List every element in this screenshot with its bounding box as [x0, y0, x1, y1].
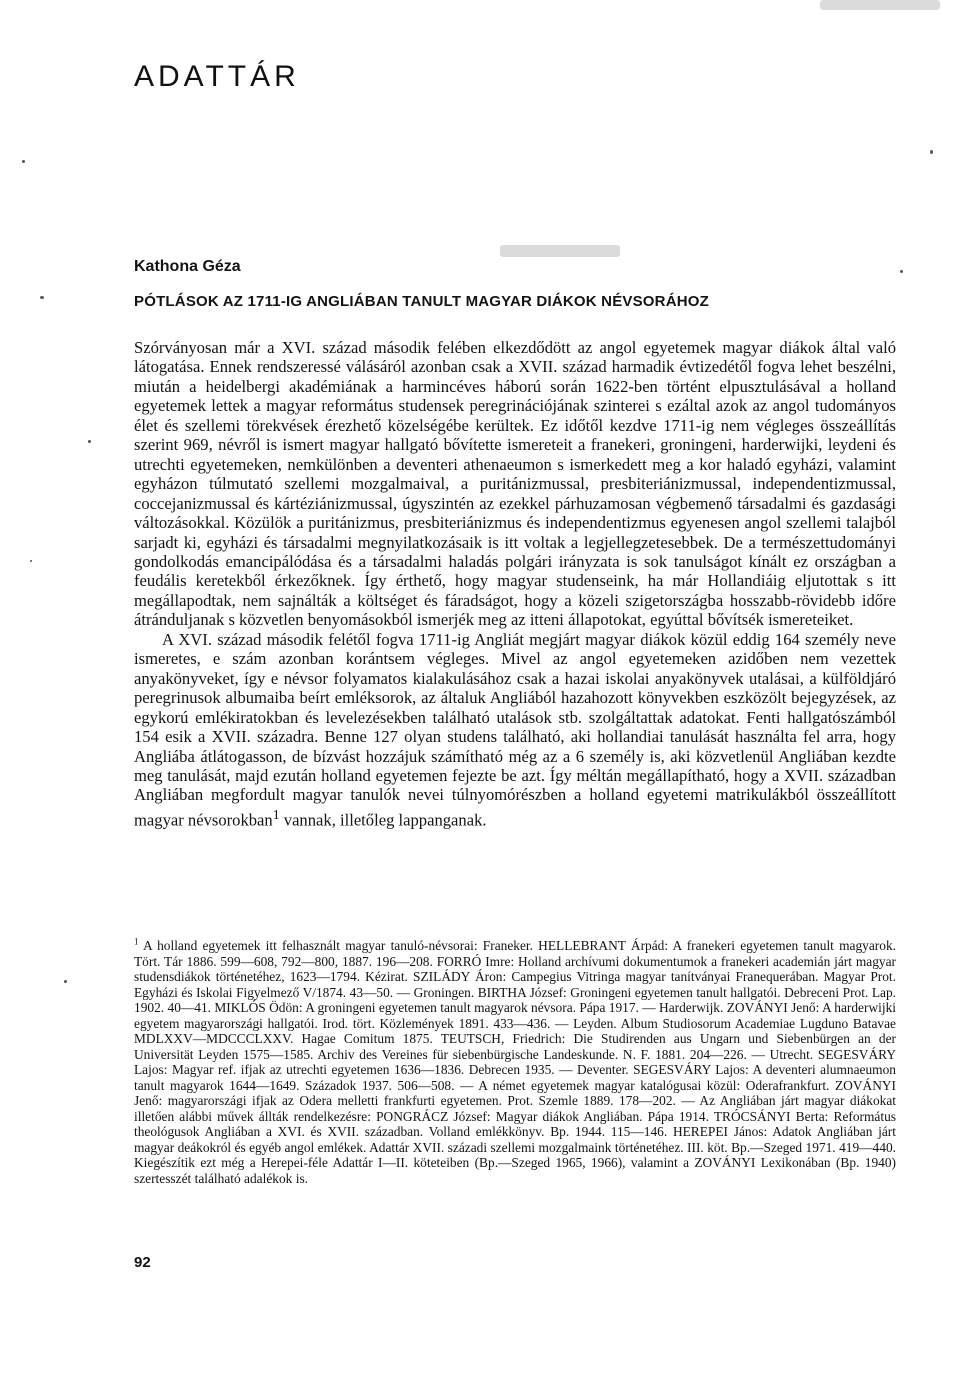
paragraph-text: A XVI. század második felétől fogva 1711-ig Angliát megjárt magyar diákok közül eddig 164 személy neve ismeretes, e szám azonban korántsem végleges. Mivel az angol egyetemeken azidőben nem vezettek anyakönyveket, így e névsor folyamatos kialakulásához csak a hazai iskolai anyakönyvek utalásai, a külföldjáró peregrinusok albumaiba beírt emléksorok, az általuk Angliából hazahozott könyvekben eszközölt bejegyzések, az egykorú emlékiratokban és levelezésekben található utalások stb. szolgáltattak adatokat. Fenti hallgatószámból 154 esik a XVII. századra. Benne 127 olyan studens található, aki hollandiai tanulását használta fel arra, hogy Angliába átlátogasson, de bízvást hozzájuk számítható még az a 6 személy is, aki közvetlenül Angliában kezdte meg tanulását, majd ezután holland egyetemen fejezte be azt. Így méltán megállapítható, hogy a XVII. században Angliában megfordult magyar tanulók nevei túlnyomórészben a holland egyetemi matrikulákból összeállított magyar névsorokban — [134, 629, 896, 830]
scan-smudge — [500, 245, 620, 257]
page-number: 92 — [134, 1254, 151, 1271]
article-title: PÓTLÁSOK AZ 1711-IG ANGLIÁBAN TANULT MAGYAR DIÁKOK NÉVSORÁHOZ — [134, 293, 710, 310]
scan-speck — [900, 270, 903, 273]
footnote-marker: 1 — [134, 936, 139, 947]
scan-speck — [40, 296, 44, 299]
footnote — [134, 938, 896, 1186]
section-title: ADATTÁR — [134, 60, 300, 93]
footnote-reference: 1 — [272, 806, 280, 822]
scan-smudge — [820, 0, 940, 10]
paragraph-tail: vannak, illetőleg lappanganak. — [279, 810, 487, 830]
paragraph — [134, 630, 896, 830]
article-body — [134, 338, 896, 830]
scan-speck — [64, 980, 67, 983]
scan-speck — [30, 560, 32, 562]
paragraph: Szórványosan már a XVI. század második felében elkezdődött az angol egyetemek magyar diákok által való látogatása. Ennek rendszeressé válásáról azonban csak a XVII. század harmadik évtizedétől fogva lehet beszélni, miután a heidelbergi akadémiának a harmincéves háború során 1622-ben történt elpusztulásával a holland egyetemek lettek a magyar református studensek peregrinációjának szinterei s ezáltal azok az angol tudományos élet és szellemi törekvések érezhető közelségébe kerültek. Ez időtől kezdve 1711-ig nem végleges összeállítás szerint 969, névről is ismert magyar hallgató bővítette ismereteit a franekeri, groningeni, harderwijki, leydeni és utrechti egyetemeken, nemkülönben a deventeri athenaeumon s ismerkedett meg a kor haladó egyházi, valamint egyházon túlmutató szellemi mozgalmaival, a puritánizmussal, presbiteriánizmussal, independentizmussal, coccejanizmussal és kártéziánizmussal, úgyszintén az ezekkel párhuzamosan végbemenő társadalmi és gazdasági változásokkal. Közülök a puritánizmus, presbiteriánizmus és independentizmus egyenesen angol szellemi talajból sarjadt ki, egyházi és társadalmi megnyilatkozásaik is itt voltak a legjellegzetesebbek. De a természettudományi gondolkodás emancipálódása és a társadalmi haladás polgári irányzata is sok tanulságot kínált ez országban a feudális keretekből érkezőknek. Így érthető, hogy magyar studenseink, ha már Hollandiáig eljutottak s itt megállapodtak, nem sajnálták a költséget és fáradságot, hogy a közeli szigetországba hosszabb-rövidebb időre átránduljanak s közvetlen benyomásokból ismerjék meg az itteni állapotokat, egyúttal bővítsék ismereteiket. — [134, 338, 896, 630]
scan-speck — [930, 150, 933, 154]
scan-speck — [22, 160, 25, 163]
footnote-text: A holland egyetemek itt felhasznált magyar tanuló-névsorai: Franeker. HELLEBRANT Árpád: A franekeri egyetemen tanult magyarok. Tört. Tár 1886. 599—608, 792—800, 1887. 196—208. FORRÓ Imre: Holland archívumi dokumentumok a franekeri academián járt magyar studensdiákok történetéhez, 1623—1794. Kézirat. SZILÁDY Áron: Campegius Vitringa magyar tanítványai Franequerában. Magyar Prot. Egyházi és Iskolai Figyelmező V/1874. 43—50. — Groningen. BIRTHA József: Groningeni egyetemen tanult hallgatói. Debreceni Prot. Lap. 1902. 40—41. MIKLÓS Ödön: A groningeni egyetemen tanult magyarok névsora. Pápa 1917. — Harderwijk. ZOVÁNYI Jenő: A harderwijki egyetem magyarországi hallgatói. Irod. tört. Közlemények 1891. 433—436. — Leyden. Album Studiosorum Academiae Lugduno Batavae MDLXXV—MDCCCLXXV. Hagae Comitum 1875. TEUTSCH, Friedrich: Die Studirenden aus Ungarn und Siebenbürgen an der Universität Leyden 1575—1585. Archiv des Vereines für siebenbürgische Landeskunde. N. F. 1881. 204—226. — Utrecht. SEGESVÁRY Lajos: Magyar ref. ifjak az utrechti egyetemen 1636—1836. Debrecen 1935. — Deventer. SEGESVÁRY Lajos: A deventeri alumnaeumon tanult magyarok 1644—1649. Századok 1937. 506—508. — A német egyetemek magyar katalógusai közül: Oderafrankfurt. ZOVÁNYI Jenő: magyarországi ifjak az Odera melletti frankfurti egyetemen. Prot. Szemle 1889. 178—202. — Az Angliában járt magyar diákokat illetően alábbi művek állták rendelkezésre: PONGRÁCZ József: Magyar diákok Angliában. Pápa 1914. TRÓCSÁNYI Berta: Református theológusok Angliában a XVI. és XVII. században. Volland emlékkönyv. Bp. 1944. 115—146. HEREPEI János: Adatok Angliában járt magyar deákokról és egyéb angol emlékek. Adattár XVII. századi szellemi mozgalmaink történetéhez. III. köt. Bp.—Szeged 1971. 419—440. Kiegészítik ezt még a Herepei-féle Adattár I—II. köteteiben (Bp.—Szeged 1965, 1966), valamint a ZOVÁNYI Lexikonában (Bp. 1940) szertesszét található adalékok is. — [134, 938, 896, 1186]
scan-speck — [88, 440, 91, 443]
author-name: Kathona Géza — [134, 258, 241, 275]
